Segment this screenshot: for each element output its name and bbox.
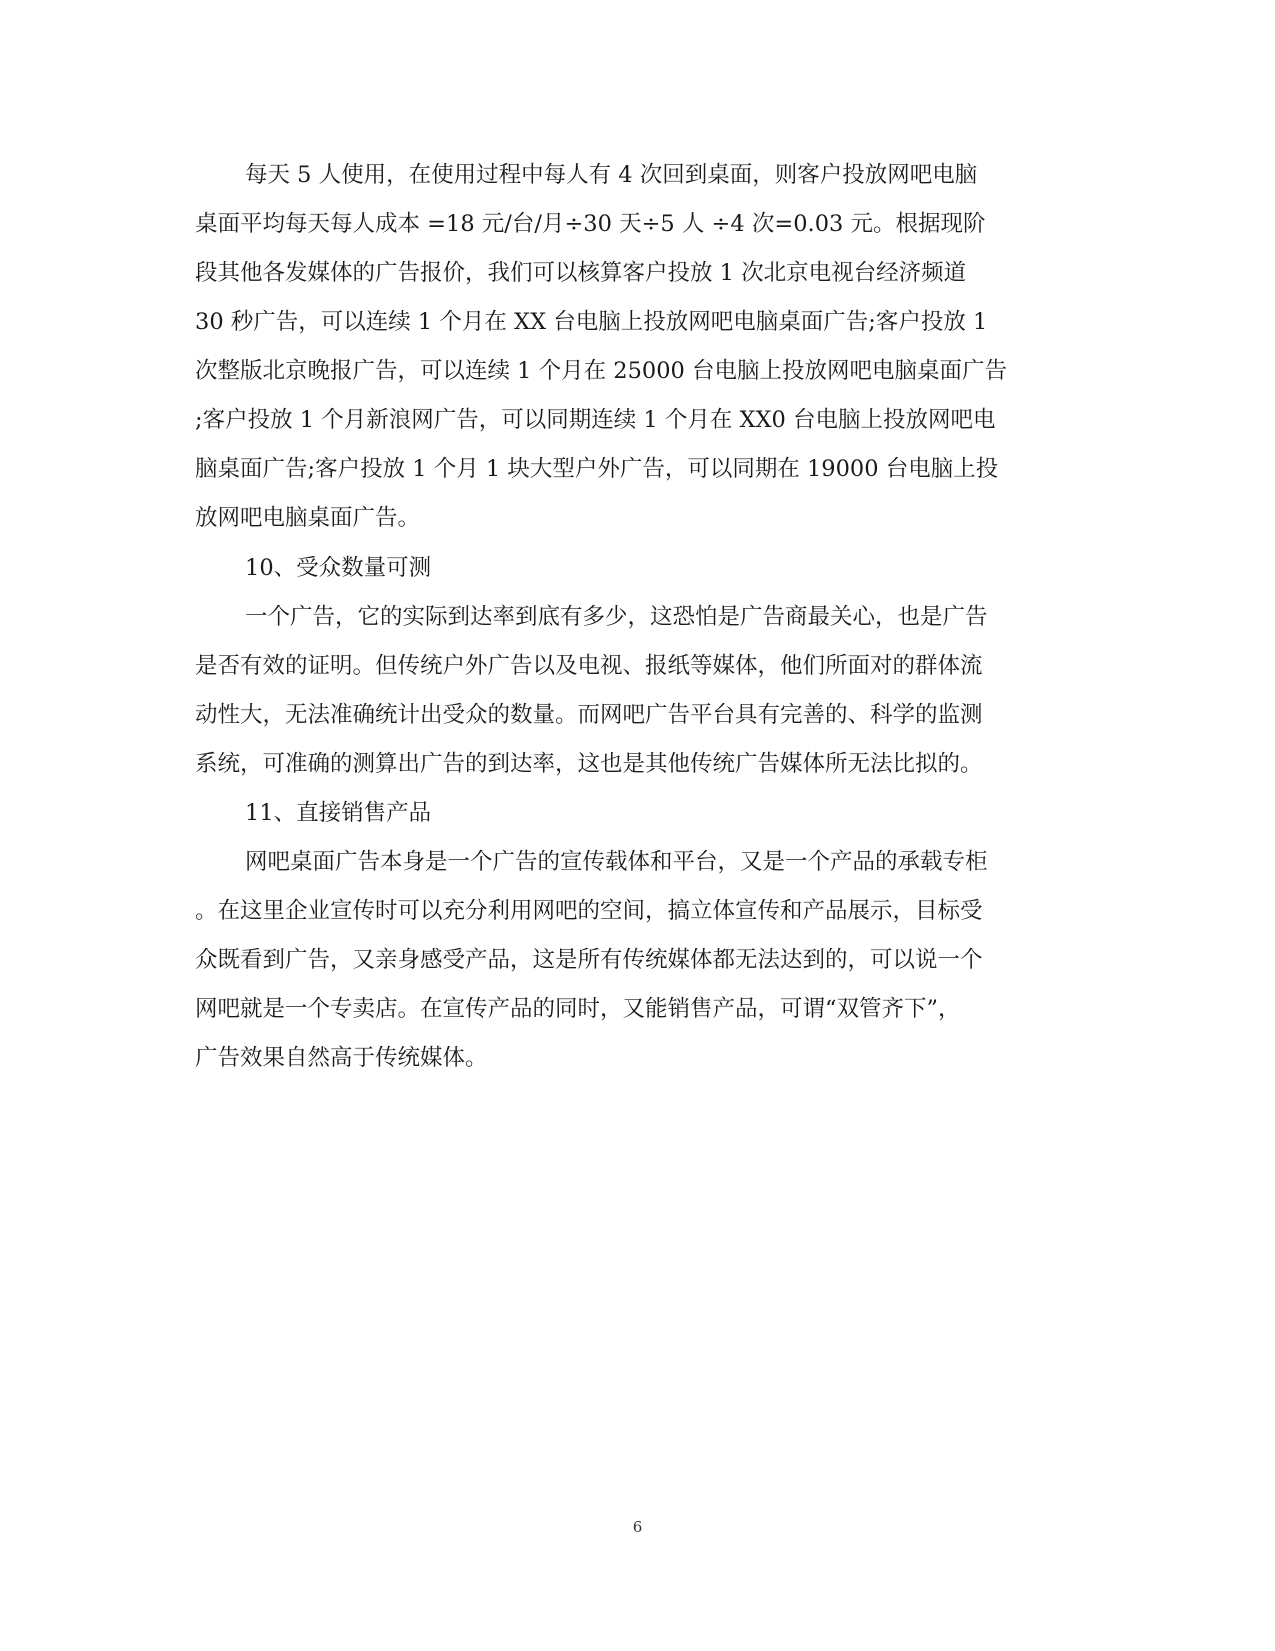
paragraph-line: 次整版北京晚报广告，可以连续 1 个月在 25000 台电脑上投放网吧电脑桌面广告 [195,358,1008,384]
paragraph-line: 30 秒广告，可以连续 1 个月在 XX 台电脑上投放网吧电脑桌面广告;客户投放 1 [195,309,988,335]
paragraph-line: 每天 5 人使用，在使用过程中每人有 4 次回到桌面，则客户投放网吧电脑 [245,162,978,188]
paragraph-line: 桌面平均每天每人成本 =18 元/台/月÷30 天÷5 人 ÷4 次=0.03 元。根据现阶 [195,211,986,237]
paragraph-line: 一个广告，它的实际到达率到底有多少，这恐怕是广告商最关心，也是广告 [245,604,988,630]
paragraph-line: 网吧就是一个专卖店。在宣传产品的同时，又能销售产品，可谓“双管齐下”， [195,996,961,1022]
paragraph-line: 动性大，无法准确统计出受众的数量。而网吧广告平台具有完善的、科学的监测 [195,702,983,728]
paragraph-line: 。在这里企业宣传时可以充分利用网吧的空间，搞立体宣传和产品展示，目标受 [195,898,983,924]
section-heading: 11、直接销售产品 [245,800,432,826]
page-number: 6 [632,1518,643,1536]
section-heading: 10、受众数量可测 [245,555,432,581]
paragraph-line: 脑桌面广告;客户投放 1 个月 1 块大型户外广告，可以同期在 19000 台电脑上投 [195,456,999,482]
paragraph-line: 是否有效的证明。但传统户外广告以及电视、报纸等媒体，他们所面对的群体流 [195,653,983,679]
paragraph-line: 系统，可准确的测算出广告的到达率，这也是其他传统广告媒体所无法比拟的。 [195,751,983,777]
paragraph-line: 众既看到广告，又亲身感受产品，这是所有传统媒体都无法达到的，可以说一个 [195,947,983,973]
paragraph-line: 网吧桌面广告本身是一个广告的宣传载体和平台，又是一个产品的承载专柜 [245,849,988,875]
paragraph-line: ;客户投放 1 个月新浪网广告，可以同期连续 1 个月在 XX0 台电脑上投放网吧电 [195,407,996,433]
paragraph-line: 广告效果自然高于传统媒体。 [195,1045,488,1071]
paragraph-line: 放网吧电脑桌面广告。 [195,505,421,531]
paragraph-line: 段其他各发媒体的广告报价，我们可以核算客户投放 1 次北京电视台经济频道 [195,260,967,286]
